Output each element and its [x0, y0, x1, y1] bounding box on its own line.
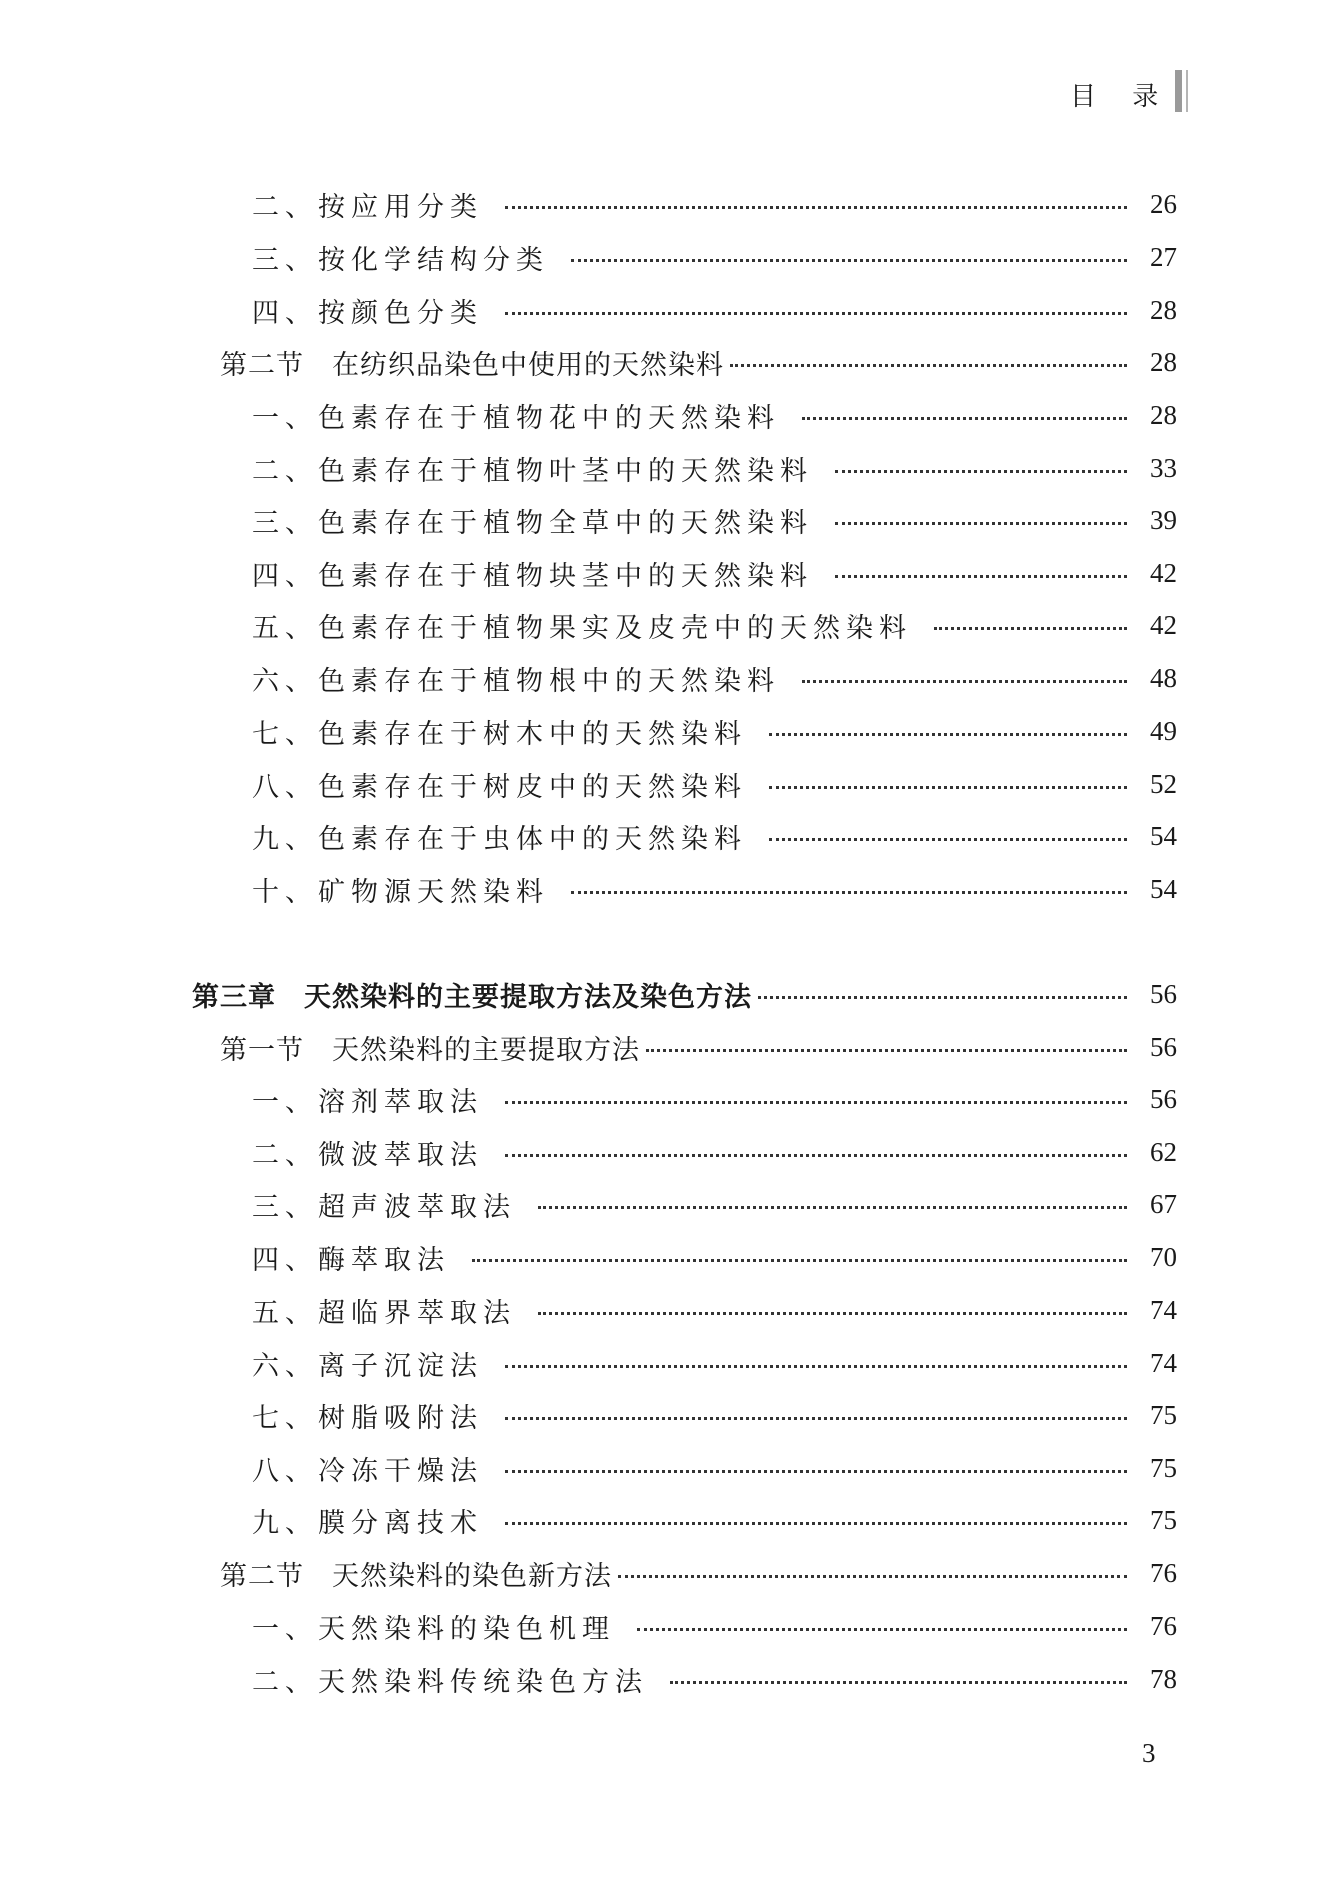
toc-entry [0, 500, 1331, 540]
toc-section-title: 第二节 天然染料的染色新方法 [220, 1560, 612, 1592]
toc-entry-page: 42 [1150, 557, 1177, 588]
toc-entry [0, 395, 1331, 435]
leader-dots [505, 206, 1127, 209]
leader-dots [646, 1049, 1127, 1052]
toc-entry-page: 52 [1150, 768, 1177, 799]
leader-dots [802, 680, 1127, 683]
leader-dots [538, 1312, 1127, 1315]
leader-dots [835, 522, 1127, 525]
toc-entry [0, 1606, 1331, 1646]
leader-dots [769, 733, 1127, 736]
page-number: 3 [1142, 1738, 1156, 1768]
leader-dots [538, 1206, 1127, 1209]
toc-entry-title: 十、矿物源天然染料 [252, 876, 549, 908]
toc-entry-title: 二、天然染料传统染色方法 [252, 1666, 648, 1698]
toc-entry-title: 三、按化学结构分类 [252, 244, 549, 276]
toc-section-page: 56 [1150, 1031, 1177, 1062]
toc-entry [0, 1448, 1331, 1488]
leader-dots [505, 1470, 1127, 1473]
toc-entry-page: 70 [1150, 1241, 1177, 1272]
toc-entry-title: 一、天然染料的染色机理 [252, 1613, 615, 1645]
toc-entry-page: 28 [1150, 399, 1177, 430]
toc-entry-page: 75 [1150, 1504, 1177, 1535]
toc-entry-page: 27 [1150, 241, 1177, 272]
toc-entry-page: 74 [1150, 1294, 1177, 1325]
leader-dots [505, 1522, 1127, 1525]
toc-section [0, 1027, 1331, 1067]
leader-dots [618, 1575, 1127, 1578]
toc-entry-page: 48 [1150, 662, 1177, 693]
toc-entry-title: 二、按应用分类 [252, 191, 483, 223]
toc-entry [0, 658, 1331, 698]
toc-entry-title: 四、色素存在于植物块茎中的天然染料 [252, 560, 813, 592]
toc-entry-page: 62 [1150, 1136, 1177, 1167]
leader-dots [637, 1628, 1127, 1631]
toc-entry-page: 74 [1150, 1347, 1177, 1378]
toc-entry-title: 六、色素存在于植物根中的天然染料 [252, 665, 780, 697]
toc-entry-title: 八、冷冻干燥法 [252, 1455, 483, 1487]
toc-entry-page: 49 [1150, 715, 1177, 746]
toc-section-page: 76 [1150, 1557, 1177, 1588]
header-decoration-line [1186, 70, 1188, 112]
toc-entry [0, 711, 1331, 751]
leader-dots [769, 838, 1127, 841]
toc-chapter-page: 56 [1150, 978, 1177, 1009]
toc-entry [0, 1237, 1331, 1277]
toc-entry [0, 1184, 1331, 1224]
leader-dots [802, 417, 1127, 420]
toc-entry [0, 1343, 1331, 1383]
toc-entry [0, 869, 1331, 909]
toc-entry-page: 75 [1150, 1399, 1177, 1430]
toc-entry-title: 六、离子沉淀法 [252, 1350, 483, 1382]
toc-entry-title: 二、色素存在于植物叶茎中的天然染料 [252, 455, 813, 487]
toc-entry-page: 39 [1150, 504, 1177, 535]
toc-entry-page: 75 [1150, 1452, 1177, 1483]
toc-entry [0, 553, 1331, 593]
toc-section [0, 1553, 1331, 1593]
toc-entry [0, 1500, 1331, 1540]
leader-dots [571, 259, 1127, 262]
toc-section-title: 第二节 在纺织品染色中使用的天然染料 [220, 349, 724, 381]
toc-entry [0, 237, 1331, 277]
toc-entry-page: 67 [1150, 1188, 1177, 1219]
leader-dots [505, 1365, 1127, 1368]
leader-dots [505, 1154, 1127, 1157]
toc-entry [0, 1395, 1331, 1435]
toc-entry [0, 184, 1331, 224]
toc-entry [0, 764, 1331, 804]
toc-entry-page: 54 [1150, 873, 1177, 904]
toc-entry-title: 五、色素存在于植物果实及皮壳中的天然染料 [252, 612, 912, 644]
leader-dots [505, 312, 1127, 315]
toc-entry-title: 九、色素存在于虫体中的天然染料 [252, 823, 747, 855]
toc-entry [0, 816, 1331, 856]
toc-entry [0, 605, 1331, 645]
toc-entry-title: 二、微波萃取法 [252, 1139, 483, 1171]
toc-entry-title: 三、色素存在于植物全草中的天然染料 [252, 507, 813, 539]
toc-entry [0, 290, 1331, 330]
toc-entry-page: 54 [1150, 820, 1177, 851]
toc-entry-title: 五、超临界萃取法 [252, 1297, 516, 1329]
toc-entry [0, 1290, 1331, 1330]
leader-dots [835, 575, 1127, 578]
toc-chapter [0, 974, 1331, 1014]
toc-entry-title: 一、溶剂萃取法 [252, 1086, 483, 1118]
toc-entry-page: 76 [1150, 1610, 1177, 1641]
toc-entry-title: 四、酶萃取法 [252, 1244, 450, 1276]
toc-entry-title: 一、色素存在于植物花中的天然染料 [252, 402, 780, 434]
toc-section-page: 28 [1150, 346, 1177, 377]
leader-dots [758, 996, 1127, 999]
leader-dots [835, 470, 1127, 473]
toc-entry-title: 八、色素存在于树皮中的天然染料 [252, 771, 747, 803]
toc-entry-title: 三、超声波萃取法 [252, 1191, 516, 1223]
toc-entry-page: 33 [1150, 452, 1177, 483]
toc-entry-page: 26 [1150, 188, 1177, 219]
toc-section [0, 342, 1331, 382]
toc-entry [0, 1659, 1331, 1699]
toc-entry-title: 七、色素存在于树木中的天然染料 [252, 718, 747, 750]
toc-entry-title: 七、树脂吸附法 [252, 1402, 483, 1434]
toc-entry-page: 28 [1150, 294, 1177, 325]
leader-dots [571, 891, 1127, 894]
leader-dots [730, 364, 1127, 367]
toc-entry-title: 四、按颜色分类 [252, 297, 483, 329]
toc-entry-page: 56 [1150, 1083, 1177, 1114]
leader-dots [472, 1259, 1127, 1262]
leader-dots [670, 1681, 1127, 1684]
leader-dots [934, 627, 1127, 630]
toc-entry [0, 1132, 1331, 1172]
leader-dots [505, 1417, 1127, 1420]
running-header: 目 录 [1070, 82, 1173, 112]
toc-entry [0, 1079, 1331, 1119]
toc-section-title: 第一节 天然染料的主要提取方法 [220, 1034, 640, 1066]
header-decoration-bar [1175, 70, 1182, 112]
leader-dots [769, 786, 1127, 789]
toc-entry-title: 九、膜分离技术 [252, 1507, 483, 1539]
toc-entry-page: 78 [1150, 1663, 1177, 1694]
toc-entry-page: 42 [1150, 609, 1177, 640]
toc-entry [0, 448, 1331, 488]
toc-chapter-title: 第三章 天然染料的主要提取方法及染色方法 [192, 981, 752, 1013]
leader-dots [505, 1101, 1127, 1104]
